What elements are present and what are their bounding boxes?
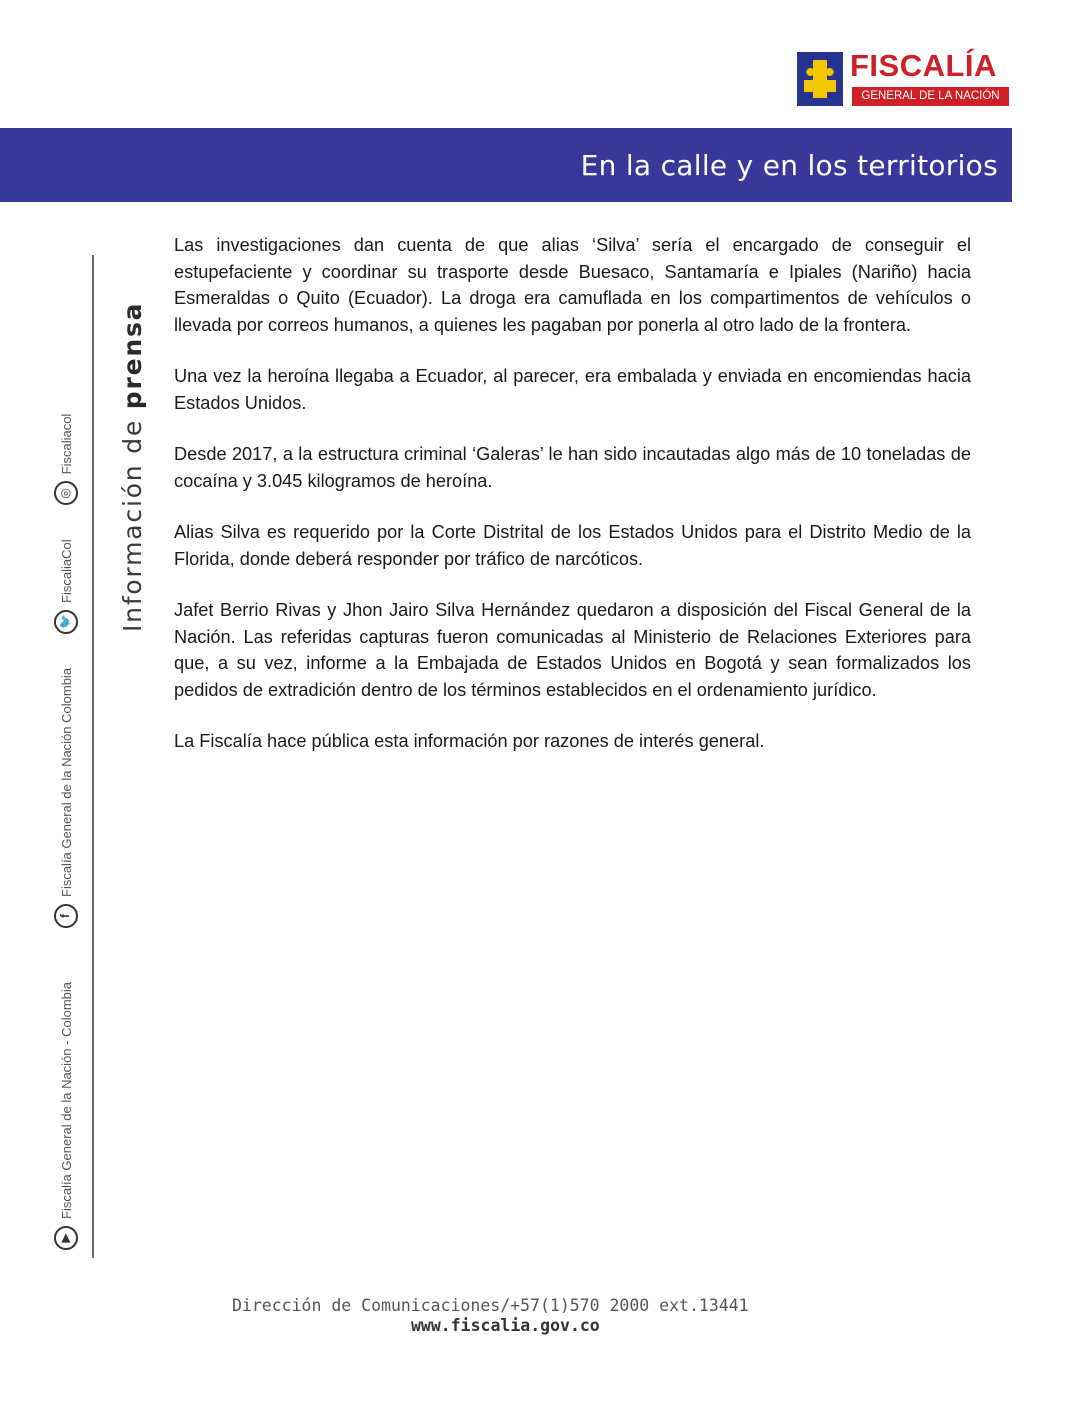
instagram-icon: ◎	[54, 481, 78, 505]
paragraph: La Fiscalía hace pública esta información por razones de interés general.	[174, 731, 765, 751]
facebook-icon: f	[54, 904, 78, 928]
social-label-facebook: Fiscalía General de la Nación Colombia	[58, 667, 74, 897]
youtube-icon: ▶	[54, 1226, 78, 1250]
sidebar-title	[115, 232, 151, 632]
sidebar-divider	[92, 255, 94, 1258]
social-label-twitter: FiscaliaCol	[58, 539, 74, 603]
sidebar-title-bold: prensa	[118, 301, 147, 410]
paragraph: Jafet Berrio Rivas y Jhon Jairo Silva Hernández quedaron a disposición del Fiscal General de la Nación. Las referidas capturas fueron comunicadas al Ministerio de Relaciones Exteriores para que, a su vez, informe a la Embajada de Estados Unidos en Bogotá́ y sean formalizados los pedidos de extradición dentro de los términos establecidos en el ordenamiento jurídico.	[174, 600, 971, 700]
social-label-youtube: Fiscalía General de la Nación - Colombia	[58, 982, 74, 1219]
paragraph: Las investigaciones dan cuenta de que alias ‘Silva’ sería el encargado de conseguir el estupefaciente y coordinar su trasporte desde Buesaco, Santamaría e Ipiales (Nariño) hacia Esmeraldas o Quito (Ecuador). La droga era camuflada en los compartimentos de vehículos o llevada por correos humanos, a quienes les pagaban por ponerla al otro lado de la frontera.	[174, 235, 971, 335]
shield-icon	[797, 52, 843, 106]
footer-website[interactable]: www.fiscalia.gov.co	[411, 1316, 600, 1335]
twitter-icon: 🐦	[54, 610, 78, 634]
banner-slogan: En la calle y en los territorios	[580, 149, 998, 182]
logo-subtitle: GENERAL DE LA NACIÓN	[852, 87, 1009, 106]
header-banner	[0, 128, 1012, 202]
press-release-body	[174, 232, 971, 780]
paragraph: Desde 2017, a la estructura criminal ‘Galeras’ le han sido incautadas algo más de 10 toneladas de cocaína y 3.045 kilogramos de heroína.	[174, 444, 971, 491]
logo-title: FISCALÍA	[850, 48, 997, 83]
social-label-instagram: Fiscaliacol	[58, 413, 74, 475]
paragraph: Una vez la heroína llegaba a Ecuador, al parecer, era embalada y enviada en encomiendas hacia Estados Unidos.	[174, 366, 971, 413]
social-links	[52, 250, 80, 1250]
sidebar-title-prefix: Información de	[118, 409, 147, 632]
fiscalia-logo	[797, 48, 1011, 108]
footer-contact: Dirección de Comunicaciones/+57(1)570 2000 ext.13441	[232, 1296, 749, 1315]
paragraph: Alias Silva es requerido por la Corte Distrital de los Estados Unidos para el Distrito Medio de la Florida, donde deberá responder por tráfico de narcóticos.	[174, 522, 971, 569]
